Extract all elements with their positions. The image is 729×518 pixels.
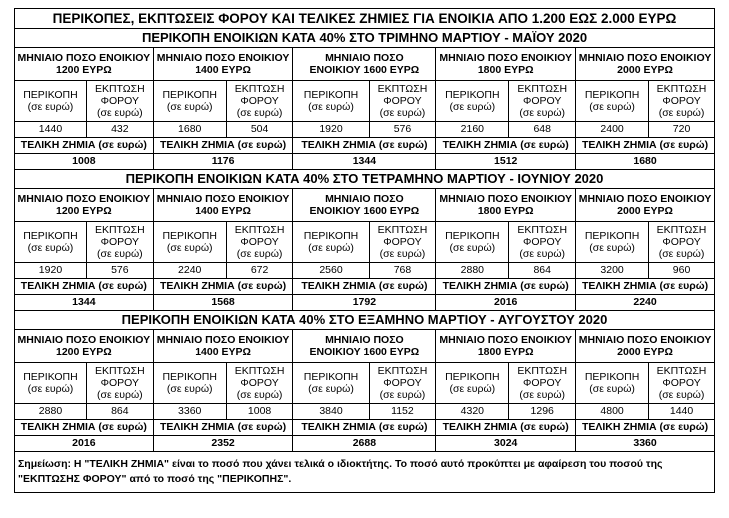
cut-header — [293, 363, 369, 404]
cut-header — [576, 363, 649, 404]
rent-header-1800-a: ΜΗΝΙΑΙΟ ΠΟΣΟ ΕΝΟΙΚΙΟΥ — [439, 333, 572, 346]
cut-value: 2160 — [436, 122, 509, 138]
final-loss-value: 1680 — [576, 154, 715, 170]
cut-value: 4320 — [436, 404, 509, 420]
final-loss-label: ΤΕΛΙΚΗ ΖΗΜΙΑ (σε ευρώ) — [436, 420, 576, 436]
cut-header-unit: (σε ευρώ) — [589, 242, 635, 254]
tax-discount-value: 504 — [226, 122, 293, 138]
tax-header-unit: (σε ευρώ) — [379, 248, 426, 261]
tax-discount-header — [509, 222, 576, 263]
cut-value: 1920 — [15, 263, 87, 279]
tax-header-unit: (σε ευρώ) — [96, 107, 143, 120]
tax-header-label-a: ΕΚΠΤΩΣΗ — [517, 82, 568, 95]
section-title-row — [15, 170, 715, 189]
final-loss-label-row — [15, 420, 715, 436]
tax-discount-value: 1440 — [649, 404, 715, 420]
tax-discount-value: 864 — [86, 404, 153, 420]
tax-header-label-a: ΕΚΠΤΩΣΗ — [234, 223, 285, 236]
tax-header-label-b: ΦΟΡΟΥ — [100, 376, 140, 389]
cut-header-label: ΠΕΡΙΚΟΠΗ — [303, 229, 359, 242]
note-line-2: "ΕΚΠΤΩΣΗΣ ΦΟΡΟΥ" από το ποσό της "ΠΕΡΙΚΟΠΗΣ". — [18, 473, 292, 485]
tax-header-label-b: ΦΟΡΟΥ — [240, 94, 279, 107]
rent-header-1200-a: ΜΗΝΙΑΙΟ ΠΟΣΟ ΕΝΟΙΚΙΟΥ — [17, 333, 151, 346]
rent-header-row — [15, 330, 715, 363]
cut-value: 2400 — [576, 122, 649, 138]
values-row — [15, 122, 715, 138]
rent-header-1400 — [153, 330, 293, 363]
document-title: ΠΕΡΙΚΟΠΕΣ, ΕΚΠΤΩΣΕΙΣ ΦΟΡΟΥ ΚΑΙ ΤΕΛΙΚΕΣ ΖΗΜΙΕΣ ΓΙΑ ΕΝΟΙΚΙΑ ΑΠΟ 1.200 ΕΩΣ 2.000 ΕΥΡΩ — [15, 9, 715, 29]
tax-header-label-b: ΦΟΡΟΥ — [100, 94, 140, 107]
cut-header-unit: (σε ευρώ) — [449, 383, 496, 395]
tax-header-label-a: ΕΚΠΤΩΣΗ — [94, 223, 145, 236]
tax-discount-value: 864 — [509, 263, 576, 279]
cut-header-label: ΠΕΡΙΚΟΠΗ — [584, 88, 640, 101]
rent-header-1600-b: ΕΝΟΙΚΙΟΥ 1600 ΕΥΡΩ — [309, 64, 420, 76]
cut-value: 1680 — [153, 122, 226, 138]
rent-header-2000 — [576, 330, 715, 363]
note — [15, 452, 715, 493]
tax-discount-header — [649, 363, 715, 404]
cut-value: 1920 — [293, 122, 369, 138]
rent-header-1600-a: ΜΗΝΙΑΙΟ ΠΟΣΟ — [325, 192, 404, 205]
final-loss-value-row — [15, 295, 715, 311]
cut-header — [153, 222, 226, 263]
tax-discount-header — [649, 81, 715, 122]
values-row — [15, 263, 715, 279]
rent-header-1200-b: 1200 ΕΥΡΩ — [55, 346, 112, 358]
tax-discount-header — [369, 222, 436, 263]
tax-discount-header — [369, 81, 436, 122]
cut-value: 3200 — [576, 263, 649, 279]
cut-header-label: ΠΕΡΙΚΟΠΗ — [162, 370, 217, 383]
rent-header-2000-b: 2000 ΕΥΡΩ — [617, 346, 673, 358]
final-loss-label: ΤΕΛΙΚΗ ΖΗΜΙΑ (σε ευρώ) — [576, 420, 715, 436]
final-loss-label: ΤΕΛΙΚΗ ΖΗΜΙΑ (σε ευρώ) — [15, 138, 154, 154]
final-loss-label: ΤΕΛΙΚΗ ΖΗΜΙΑ (σε ευρώ) — [153, 279, 293, 295]
cut-header — [15, 81, 87, 122]
rent-header-2000-a: ΜΗΝΙΑΙΟ ΠΟΣΟ ΕΝΟΙΚΙΟΥ — [578, 192, 712, 205]
cut-header-unit: (σε ευρώ) — [27, 242, 74, 254]
final-loss-value: 2240 — [576, 295, 715, 311]
rent-header-1400-a: ΜΗΝΙΑΙΟ ΠΟΣΟ ΕΝΟΙΚΙΟΥ — [156, 192, 290, 205]
rent-header-1200 — [15, 48, 154, 81]
final-loss-value: 1512 — [436, 154, 576, 170]
cut-value: 4800 — [576, 404, 649, 420]
tax-header-label-a: ΕΚΠΤΩΣΗ — [656, 82, 707, 95]
note-line-1: Σημείωση: Η "ΤΕΛΙΚΗ ΖΗΜΙΑ" είναι το ποσό που χάνει τελικά ο ιδιοκτήτης. Το ποσό αυτό προκύπτει με αφαίρεση του ποσού της — [18, 457, 663, 470]
rent-header-1200 — [15, 189, 154, 222]
rent-header-1800-a: ΜΗΝΙΑΙΟ ΠΟΣΟ ΕΝΟΙΚΙΟΥ — [439, 192, 572, 205]
tax-header-label-a: ΕΚΠΤΩΣΗ — [377, 223, 428, 236]
rent-header-2000-b: 2000 ΕΥΡΩ — [617, 205, 673, 217]
tax-header-label-b: ΦΟΡΟΥ — [662, 376, 701, 389]
tax-header-unit: (σε ευρώ) — [519, 107, 566, 120]
tax-header-unit: (σε ευρώ) — [236, 107, 283, 120]
final-loss-value-row — [15, 154, 715, 170]
rent-header-1400 — [153, 189, 293, 222]
tax-header-unit: (σε ευρώ) — [96, 389, 143, 402]
document-title-row — [15, 9, 715, 29]
tax-header-label-b: ΦΟΡΟΥ — [100, 235, 140, 248]
cut-header-label: ΠΕΡΙΚΟΠΗ — [23, 370, 78, 383]
tax-discount-value: 768 — [369, 263, 436, 279]
cut-header-unit: (σε ευρώ) — [589, 383, 635, 395]
tax-discount-header — [649, 222, 715, 263]
tax-header-label-b: ΦΟΡΟΥ — [240, 235, 279, 248]
cut-value: 3840 — [293, 404, 369, 420]
tax-header-unit: (σε ευρώ) — [96, 248, 143, 261]
cut-header-unit: (σε ευρώ) — [449, 101, 496, 113]
tax-discount-header — [369, 363, 436, 404]
tax-header-label-a: ΕΚΠΤΩΣΗ — [377, 364, 428, 377]
tax-discount-header — [226, 81, 293, 122]
tax-header-unit: (σε ευρώ) — [519, 389, 566, 402]
final-loss-label-row — [15, 138, 715, 154]
tax-discount-value: 576 — [86, 263, 153, 279]
tax-discount-value: 1296 — [509, 404, 576, 420]
rent-header-1800-b: 1800 ΕΥΡΩ — [477, 64, 534, 76]
rent-header-1600-a: ΜΗΝΙΑΙΟ ΠΟΣΟ — [325, 51, 404, 64]
final-loss-label-row — [15, 279, 715, 295]
tax-discount-value: 720 — [649, 122, 715, 138]
tax-header-label-b: ΦΟΡΟΥ — [383, 235, 422, 248]
tax-header-label-a: ΕΚΠΤΩΣΗ — [94, 364, 145, 377]
section-title: ΠΕΡΙΚΟΠΗ ΕΝΟΙΚΙΩΝ ΚΑΤΑ 40% ΣΤΟ ΤΕΤΡΑΜΗΝΟ ΜΑΡΤΙΟΥ - ΙΟΥΝΙΟΥ 2020 — [15, 170, 715, 189]
cut-value: 3360 — [153, 404, 226, 420]
final-loss-value: 2016 — [15, 436, 154, 452]
rent-header-1200-a: ΜΗΝΙΑΙΟ ΠΟΣΟ ΕΝΟΙΚΙΟΥ — [17, 192, 151, 205]
cut-header-label: ΠΕΡΙΚΟΠΗ — [584, 370, 640, 383]
final-loss-value: 1568 — [153, 295, 293, 311]
rent-header-1600-a: ΜΗΝΙΑΙΟ ΠΟΣΟ — [325, 333, 404, 346]
tax-header-label-a: ΕΚΠΤΩΣΗ — [517, 364, 568, 377]
column-header-row — [15, 363, 715, 404]
tax-discount-header — [86, 222, 153, 263]
tax-header-label-b: ΦΟΡΟΥ — [240, 376, 279, 389]
final-loss-label: ΤΕΛΙΚΗ ΖΗΜΙΑ (σε ευρώ) — [15, 420, 154, 436]
rent-header-1400-a: ΜΗΝΙΑΙΟ ΠΟΣΟ ΕΝΟΙΚΙΟΥ — [156, 51, 290, 64]
cut-header — [436, 81, 509, 122]
final-loss-label: ΤΕΛΙΚΗ ΖΗΜΙΑ (σε ευρώ) — [436, 279, 576, 295]
rent-header-1600-b: ΕΝΟΙΚΙΟΥ 1600 ΕΥΡΩ — [309, 346, 420, 358]
tax-header-label-b: ΦΟΡΟΥ — [523, 94, 562, 107]
cut-header — [153, 363, 226, 404]
tax-header-label-b: ΦΟΡΟΥ — [662, 235, 701, 248]
tax-discount-header — [226, 222, 293, 263]
final-loss-value: 2688 — [293, 436, 436, 452]
final-loss-value: 1176 — [153, 154, 293, 170]
column-header-row — [15, 81, 715, 122]
tax-header-label-b: ΦΟΡΟΥ — [383, 376, 422, 389]
cut-header — [576, 222, 649, 263]
final-loss-label: ΤΕΛΙΚΗ ΖΗΜΙΑ (σε ευρώ) — [153, 138, 293, 154]
cut-header — [436, 363, 509, 404]
final-loss-label: ΤΕΛΙΚΗ ΖΗΜΙΑ (σε ευρώ) — [576, 138, 715, 154]
rent-header-row — [15, 189, 715, 222]
rent-header-1200-a: ΜΗΝΙΑΙΟ ΠΟΣΟ ΕΝΟΙΚΙΟΥ — [17, 51, 151, 64]
cut-header-label: ΠΕΡΙΚΟΠΗ — [23, 229, 78, 242]
section-title-row — [15, 311, 715, 330]
final-loss-value-row — [15, 436, 715, 452]
rent-header-1800-b: 1800 ΕΥΡΩ — [477, 346, 534, 358]
rent-header-1400-b: 1400 ΕΥΡΩ — [195, 346, 251, 358]
tax-header-unit: (σε ευρώ) — [658, 248, 705, 261]
tax-discount-value: 672 — [226, 263, 293, 279]
cut-header-label: ΠΕΡΙΚΟΠΗ — [584, 229, 640, 242]
tax-header-unit: (σε ευρώ) — [519, 248, 566, 261]
tax-discount-value: 432 — [86, 122, 153, 138]
rent-header-1800-a: ΜΗΝΙΑΙΟ ΠΟΣΟ ΕΝΟΙΚΙΟΥ — [439, 51, 572, 64]
rent-header-1400-b: 1400 ΕΥΡΩ — [195, 64, 251, 76]
tax-header-label-a: ΕΚΠΤΩΣΗ — [377, 82, 428, 95]
tax-header-label-b: ΦΟΡΟΥ — [523, 235, 562, 248]
cut-header-label: ΠΕΡΙΚΟΠΗ — [445, 370, 500, 383]
tax-discount-header — [509, 363, 576, 404]
final-loss-value: 3360 — [576, 436, 715, 452]
cut-header-unit: (σε ευρώ) — [27, 383, 74, 395]
final-loss-value: 3024 — [436, 436, 576, 452]
cut-header-label: ΠΕΡΙΚΟΠΗ — [162, 229, 217, 242]
cut-header-label: ΠΕΡΙΚΟΠΗ — [445, 229, 500, 242]
rent-header-1600-b: ΕΝΟΙΚΙΟΥ 1600 ΕΥΡΩ — [309, 205, 420, 217]
cut-header-unit: (σε ευρώ) — [308, 242, 354, 254]
cut-header-unit: (σε ευρώ) — [589, 101, 635, 113]
rent-header-1600 — [293, 189, 436, 222]
final-loss-label: ΤΕΛΙΚΗ ΖΗΜΙΑ (σε ευρώ) — [153, 420, 293, 436]
cut-header-label: ΠΕΡΙΚΟΠΗ — [445, 88, 500, 101]
rent-header-1200-b: 1200 ΕΥΡΩ — [55, 64, 112, 76]
final-loss-value: 2352 — [153, 436, 293, 452]
cut-header-unit: (σε ευρώ) — [449, 242, 496, 254]
rent-header-1800 — [436, 48, 576, 81]
rent-header-1800-b: 1800 ΕΥΡΩ — [477, 205, 534, 217]
cut-value: 2880 — [15, 404, 87, 420]
final-loss-value: 1344 — [293, 154, 436, 170]
rent-header-1600 — [293, 330, 436, 363]
cut-header-unit: (σε ευρώ) — [166, 383, 213, 395]
rent-header-1400 — [153, 48, 293, 81]
tax-header-unit: (σε ευρώ) — [379, 107, 426, 120]
cut-header-unit: (σε ευρώ) — [166, 242, 213, 254]
cut-value: 2880 — [436, 263, 509, 279]
rent-header-2000-b: 2000 ΕΥΡΩ — [617, 64, 673, 76]
tax-header-label-a: ΕΚΠΤΩΣΗ — [517, 223, 568, 236]
rent-header-1400-a: ΜΗΝΙΑΙΟ ΠΟΣΟ ΕΝΟΙΚΙΟΥ — [156, 333, 290, 346]
final-loss-value: 2016 — [436, 295, 576, 311]
cut-header — [576, 81, 649, 122]
tax-header-label-b: ΦΟΡΟΥ — [523, 376, 562, 389]
tax-header-unit: (σε ευρώ) — [236, 389, 283, 402]
note-row — [15, 452, 715, 493]
tax-header-label-b: ΦΟΡΟΥ — [662, 94, 701, 107]
final-loss-value: 1344 — [15, 295, 154, 311]
rent-header-2000 — [576, 189, 715, 222]
cut-header-label: ΠΕΡΙΚΟΠΗ — [23, 88, 78, 101]
section-title-row — [15, 29, 715, 48]
tax-discount-header — [509, 81, 576, 122]
rent-cut-table — [14, 8, 715, 493]
tax-discount-header — [86, 363, 153, 404]
tax-header-label-a: ΕΚΠΤΩΣΗ — [656, 364, 707, 377]
rent-header-1200-b: 1200 ΕΥΡΩ — [55, 205, 112, 217]
tax-header-label-a: ΕΚΠΤΩΣΗ — [94, 82, 145, 95]
column-header-row — [15, 222, 715, 263]
cut-header-unit: (σε ευρώ) — [166, 101, 213, 113]
cut-header-label: ΠΕΡΙΚΟΠΗ — [162, 88, 217, 101]
rent-header-1800 — [436, 189, 576, 222]
section-title: ΠΕΡΙΚΟΠΗ ΕΝΟΙΚΙΩΝ ΚΑΤΑ 40% ΣΤΟ ΕΞΑΜΗΝΟ ΜΑΡΤΙΟΥ - ΑΥΓΟΥΣΤΟΥ 2020 — [15, 311, 715, 330]
rent-header-1600 — [293, 48, 436, 81]
tax-discount-value: 960 — [649, 263, 715, 279]
rent-header-2000-a: ΜΗΝΙΑΙΟ ΠΟΣΟ ΕΝΟΙΚΙΟΥ — [578, 51, 712, 64]
cut-header — [15, 222, 87, 263]
tax-header-unit: (σε ευρώ) — [658, 107, 705, 120]
cut-header-unit: (σε ευρώ) — [27, 101, 74, 113]
rent-header-1400-b: 1400 ΕΥΡΩ — [195, 205, 251, 217]
rent-cut-document — [14, 8, 715, 493]
tax-discount-value: 576 — [369, 122, 436, 138]
tax-header-label-a: ΕΚΠΤΩΣΗ — [234, 364, 285, 377]
tax-discount-header — [226, 363, 293, 404]
tax-discount-value: 1008 — [226, 404, 293, 420]
section-title: ΠΕΡΙΚΟΠΗ ΕΝΟΙΚΙΩΝ ΚΑΤΑ 40% ΣΤΟ ΤΡΙΜΗΝΟ ΜΑΡΤΙΟΥ - ΜΑΪΟΥ 2020 — [15, 29, 715, 48]
cut-header — [153, 81, 226, 122]
tax-header-unit: (σε ευρώ) — [379, 389, 426, 402]
tax-discount-header — [86, 81, 153, 122]
rent-header-1800 — [436, 330, 576, 363]
tax-header-label-a: ΕΚΠΤΩΣΗ — [656, 223, 707, 236]
values-row — [15, 404, 715, 420]
rent-header-2000-a: ΜΗΝΙΑΙΟ ΠΟΣΟ ΕΝΟΙΚΙΟΥ — [578, 333, 712, 346]
final-loss-label: ΤΕΛΙΚΗ ΖΗΜΙΑ (σε ευρώ) — [293, 138, 436, 154]
tax-header-label-a: ΕΚΠΤΩΣΗ — [234, 82, 285, 95]
cut-header — [15, 363, 87, 404]
rent-header-1200 — [15, 330, 154, 363]
cut-header — [436, 222, 509, 263]
cut-header-unit: (σε ευρώ) — [308, 101, 354, 113]
final-loss-label: ΤΕΛΙΚΗ ΖΗΜΙΑ (σε ευρώ) — [293, 279, 436, 295]
tax-header-unit: (σε ευρώ) — [236, 248, 283, 261]
cut-header-label: ΠΕΡΙΚΟΠΗ — [303, 88, 359, 101]
cut-value: 1440 — [15, 122, 87, 138]
rent-header-row — [15, 48, 715, 81]
cut-value: 2560 — [293, 263, 369, 279]
cut-value: 2240 — [153, 263, 226, 279]
final-loss-value: 1008 — [15, 154, 154, 170]
cut-header-label: ΠΕΡΙΚΟΠΗ — [303, 370, 359, 383]
final-loss-label: ΤΕΛΙΚΗ ΖΗΜΙΑ (σε ευρώ) — [436, 138, 576, 154]
final-loss-label: ΤΕΛΙΚΗ ΖΗΜΙΑ (σε ευρώ) — [576, 279, 715, 295]
tax-header-label-b: ΦΟΡΟΥ — [383, 94, 422, 107]
tax-discount-value: 1152 — [369, 404, 436, 420]
tax-header-unit: (σε ευρώ) — [658, 389, 705, 402]
rent-header-2000 — [576, 48, 715, 81]
cut-header — [293, 222, 369, 263]
final-loss-value: 1792 — [293, 295, 436, 311]
final-loss-label: ΤΕΛΙΚΗ ΖΗΜΙΑ (σε ευρώ) — [15, 279, 154, 295]
cut-header — [293, 81, 369, 122]
tax-discount-value: 648 — [509, 122, 576, 138]
cut-header-unit: (σε ευρώ) — [308, 383, 354, 395]
final-loss-label: ΤΕΛΙΚΗ ΖΗΜΙΑ (σε ευρώ) — [293, 420, 436, 436]
